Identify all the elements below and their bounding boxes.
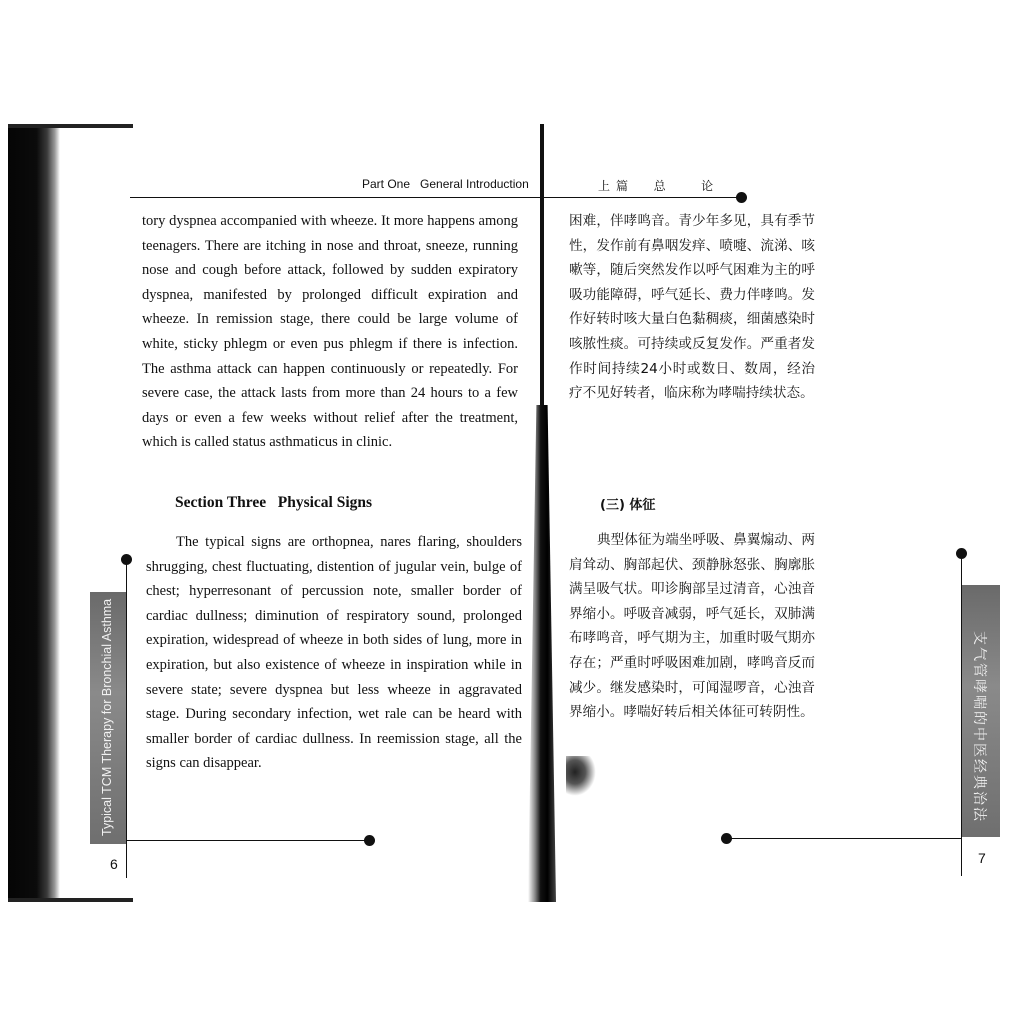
- right-page-number: 7: [978, 850, 986, 866]
- left-footer-dot: [364, 835, 375, 846]
- right-body-signs: [569, 528, 815, 725]
- left-page-number: 6: [110, 856, 118, 872]
- right-section-heading: (三) 体征: [600, 498, 656, 513]
- left-footer-rule: [126, 840, 370, 841]
- left-section-heading: Section Three Physical Signs: [175, 494, 373, 511]
- scan-smudge: [566, 756, 596, 796]
- left-paragraph-signs: The typical signs are orthopnea, nares flaring, shoulders shrugging, chest fluctuating, distention of jugular vein, bulge of chest; hyperresonant of percussion note, smaller border of cardiac dullness; diminution of respiratory sound, prolonged expiration, widespread of wheeze in both sides of lung, more in expiration, but also existence of wheeze in inspiration while in severe state; severe dyspnea but less wheeze in aggravated stage. During secondary infection, wet rale can be heard with smaller border of cardiac dullness. In reemission stage, all the signs can disappear.: [146, 534, 522, 772]
- scan-edge-bottom: [8, 898, 133, 902]
- right-running-head: 上篇 总 论: [598, 179, 720, 193]
- right-body-text: [569, 209, 815, 406]
- scan-edge-top: [8, 124, 133, 128]
- left-margin-rule: [126, 560, 127, 878]
- right-side-tab-label: 支气管哮喘的中医经典治法: [971, 631, 987, 823]
- right-side-tab: [962, 585, 1000, 837]
- left-header-rule: [130, 197, 542, 198]
- right-paragraph-continued: 困难，伴哮鸣音。青少年多见，具有季节性，发作前有鼻咽发痒、喷嚏、流涕、咳嗽等，随后突然发作以呼气困难为主的呼吸功能障碍，呼气延长、费力伴哮鸣。发作好转时咳大量白色黏稠痰，细菌感染时咳脓性痰。可持续或反复发作。严重者发作时间持续24小时或数日、数周，经治疗不见好转者，临床称为哮喘持续状态。: [569, 213, 815, 402]
- left-side-tab-label: Typical TCM Therapy for Bronchial Asthma: [100, 598, 114, 836]
- right-footer-rule: [727, 838, 961, 839]
- right-header-dot: [736, 192, 747, 203]
- left-running-head: Part One General Introduction: [362, 177, 529, 191]
- left-body-signs: [146, 530, 522, 776]
- left-body-text: [142, 209, 518, 455]
- left-paragraph-continued: tory dyspnea accompanied with wheeze. It more happens among teenagers. There are itching in nose and throat, sneeze, running nose and cough before attack, followed by sudden expiratory dyspnea, manifested by prolonged difficult expiration and wheeze. In remission stage, there could be large volume of white, sticky phlegm or even pus phlegm if there is infection. The asthma attack can happen continuously or repeatedly. For severe case, the attack lasts from more than 24 hours to a few days or even a few weeks without relief after the treatment, which is called status asthmaticus in clinic.: [142, 213, 518, 451]
- right-paragraph-signs: 典型体征为端坐呼吸、鼻翼煽动、两肩耸动、胸部起伏、颈静脉怒张、胸廓胀满呈吸气状。叩诊胸部呈过清音，心浊音界缩小。呼吸音减弱，呼气延长，双肺满布哮鸣音，呼气期为主，加重时吸气期亦存在；严重时呼吸困难加剧，哮鸣音反而减少。继发感染时，可闻湿啰音，心浊音界缩小。哮喘好转后相关体征可转阴性。: [569, 532, 815, 721]
- scan-shadow-left: [8, 124, 60, 902]
- book-gutter-shadow: [528, 405, 556, 902]
- left-side-tab: [90, 592, 126, 844]
- right-header-rule: [544, 197, 742, 198]
